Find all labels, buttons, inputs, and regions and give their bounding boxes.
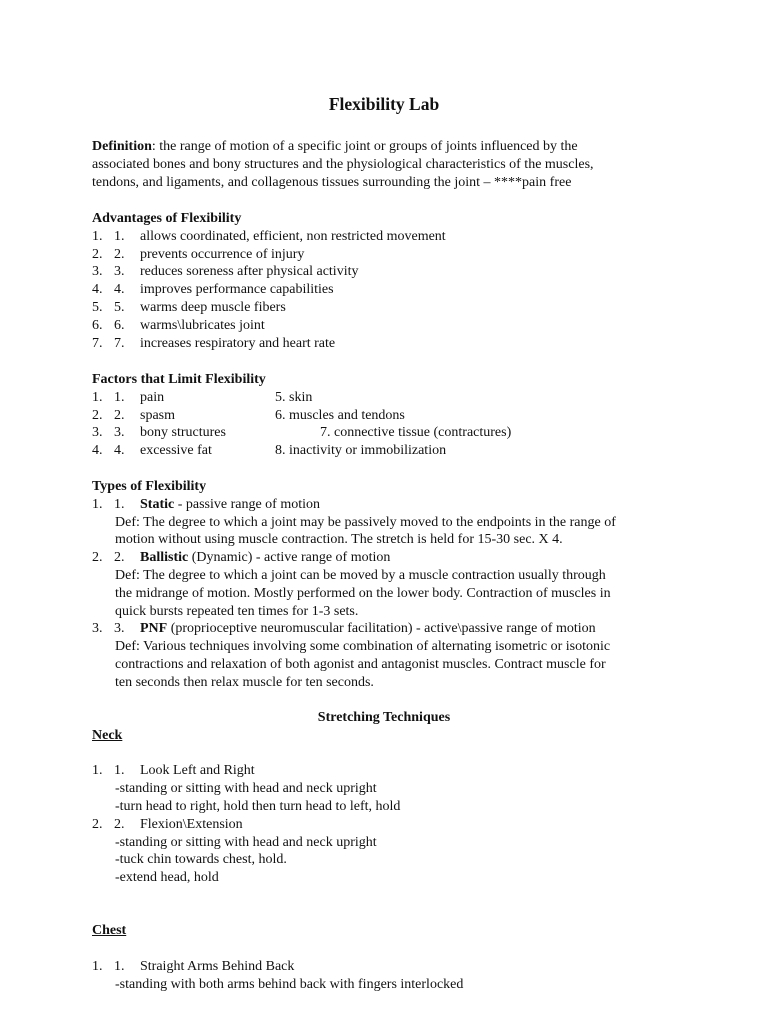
definition-line: associated bones and bony structures and the physiological characteristics of the muscles, [92,156,594,172]
list-number: 5. [114,299,125,315]
list-text [140,620,596,638]
list-text-right: 6. muscles and tendons [275,407,405,423]
list-number: 1. [114,389,125,405]
list-number: 3. [114,621,125,637]
list-number: 1. [114,228,125,244]
type-name: PNF [140,621,168,637]
list-number: 7. [114,335,125,351]
list-number: 1. [114,958,125,974]
list-item [92,816,692,834]
advantages-heading: Advantages of Flexibility [92,211,242,226]
list-text-right: 7. connective tissue (contractures) [320,425,512,441]
list-text: allows coordinated, efficient, non restricted movement [140,228,446,244]
stretch-step: -turn head to right, hold then turn head to left, hold [115,798,401,814]
list-item [92,620,692,638]
type-definition: Def: Various techniques involving some combination of alternating isometric or isotonic [115,639,611,655]
list-number: 3. [92,425,103,441]
list-item [92,317,692,335]
chest-section [92,922,692,993]
list-number: 3. [114,425,125,441]
stretch-title: Flexion\Extension [140,816,243,832]
list-number: 3. [114,264,125,280]
list-item [92,299,692,317]
definition-section [92,138,692,191]
list-text: reduces soreness after physical activity [140,264,359,280]
definition-label: Definition [92,139,152,154]
list-number: 2. [114,816,125,832]
list-item [92,958,692,976]
stretch-title: Look Left and Right [140,763,255,779]
list-text: spasm [140,407,175,423]
list-item [92,549,692,567]
list-text [140,496,320,514]
list-item [92,281,692,299]
type-definition: Def: The degree to which a joint may be passively moved to the endpoints in the range of [115,514,616,530]
advantages-section [92,210,692,352]
type-name: Ballistic [140,550,189,566]
list-number: 6. [92,317,103,333]
list-number: 4. [92,282,103,298]
stretch-step: -tuck chin towards chest, hold. [115,852,287,868]
stretch-step: -standing with both arms behind back with fingers interlocked [115,976,464,992]
list-item [92,442,692,460]
list-number: 3. [92,264,103,280]
list-item [92,407,692,425]
list-text: increases respiratory and heart rate [140,335,336,351]
type-description: - passive range of motion [174,496,321,512]
definition-line [92,138,692,156]
neck-heading: Neck [92,727,123,743]
list-text-right: 8. inactivity or immobilization [275,443,447,459]
list-text [140,549,390,567]
list-number: 3. [92,621,103,637]
type-definition: quick bursts repeated ten times for 1-3 sets. [115,603,359,619]
list-number: 4. [114,282,125,298]
stretching-section [92,709,692,887]
list-item [92,228,692,246]
list-item [92,762,692,780]
list-number: 2. [114,407,125,423]
stretch-title: Straight Arms Behind Back [140,958,295,974]
list-text: improves performance capabilities [140,282,334,298]
list-item [92,389,692,407]
list-number: 6. [114,317,125,333]
list-number: 1. [92,496,103,512]
definition-line: tendons, and ligaments, and collagenous tissues surrounding the joint – ****pain free [92,174,572,190]
list-number: 2. [114,246,125,262]
list-number: 1. [114,763,125,779]
list-text: warms\lubricates joint [140,317,265,333]
list-number: 4. [114,443,125,459]
list-number: 1. [92,763,103,779]
type-description: (Dynamic) - active range of motion [188,550,391,566]
types-heading: Types of Flexibility [92,479,207,494]
list-number: 2. [92,550,103,566]
list-item [92,335,692,353]
factors-heading: Factors that Limit Flexibility [92,372,266,387]
definition-text: : the range of motion of a specific joint or groups of joints influenced by the [151,139,578,154]
stretch-step: -standing or sitting with head and neck upright [115,834,377,850]
list-text: excessive fat [140,443,212,459]
type-description: (proprioceptive neuromuscular facilitation) - active\passive range of motion [167,621,596,637]
list-text-right: 5. skin [275,389,313,405]
type-definition: the midrange of motion. Mostly performed on the lower body. Contraction of muscles in [115,585,611,601]
list-text: warms deep muscle fibers [140,299,286,315]
list-number: 1. [92,389,103,405]
type-definition: ten seconds then relax muscle for ten seconds. [115,674,374,690]
list-number: 1. [114,496,125,512]
type-definition: Def: The degree to which a joint can be moved by a muscle contraction usually through [115,567,606,583]
stretch-step: -standing or sitting with head and neck upright [115,781,377,797]
list-text: bony structures [140,425,226,441]
list-item [92,424,692,442]
types-section [92,478,692,692]
list-number: 1. [92,228,103,244]
list-number: 2. [92,246,103,262]
stretch-step: -extend head, hold [115,870,219,886]
list-number: 4. [92,443,103,459]
list-text: prevents occurrence of injury [140,246,305,262]
list-number: 7. [92,335,103,351]
page-title: Flexibility Lab [328,94,440,114]
list-text: pain [140,389,165,405]
list-number: 2. [92,407,103,423]
list-number: 5. [92,299,103,315]
list-item [92,246,692,264]
type-definition: contractions and relaxation of both agonist and antagonist muscles. Contract muscle for [115,656,606,672]
list-number: 1. [92,958,103,974]
stretching-heading: Stretching Techniques [317,710,451,725]
chest-heading: Chest [92,923,127,938]
list-item [92,263,692,281]
type-definition: motion without using muscle contraction. The stretch is held for 15-30 sec. X 4. [115,532,563,548]
type-name: Static [140,496,175,512]
list-number: 2. [114,550,125,566]
list-item [92,496,692,514]
factors-section [92,371,692,460]
list-number: 2. [92,816,103,832]
